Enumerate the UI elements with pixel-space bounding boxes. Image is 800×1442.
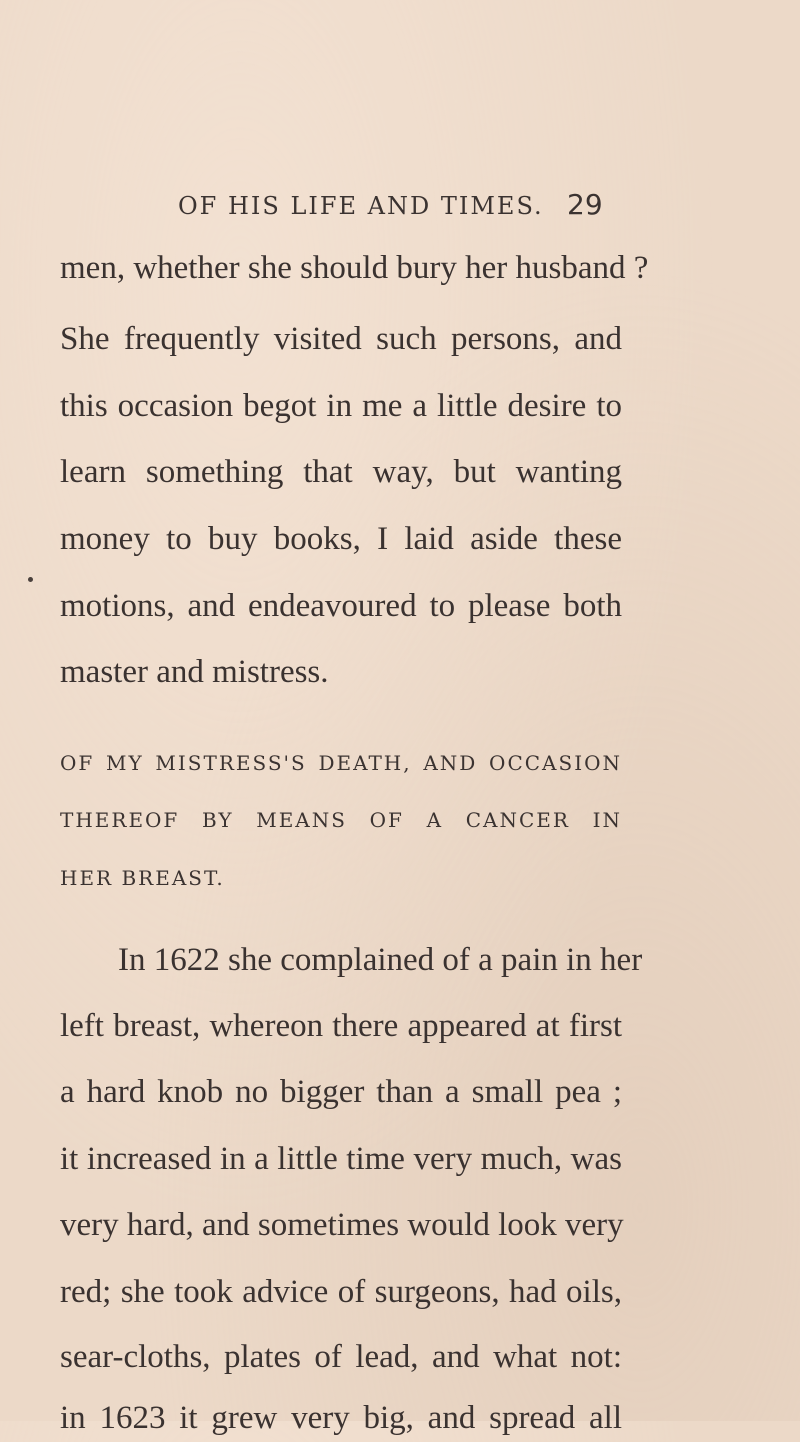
page-number: 29 <box>567 188 603 221</box>
text-line: it increased in a little time very much, was <box>60 1141 622 1177</box>
text-line: red; she took advice of surgeons, had oils, <box>60 1274 622 1310</box>
text-line: very hard, and sometimes would look very <box>60 1207 624 1243</box>
margin-mark <box>28 577 33 582</box>
text-line: in 1623 it grew very big, and spread all <box>60 1400 622 1436</box>
text-line: men, whether she should bury her husband ? <box>60 250 649 286</box>
text-line: this occasion begot in me a little desire to <box>60 388 622 424</box>
section-heading-line: HER BREAST. <box>60 866 225 890</box>
text-line: In 1622 she complained of a pain in her <box>118 942 643 978</box>
text-line: learn something that way, but wanting <box>60 454 622 490</box>
text-line: a hard knob no bigger than a small pea ; <box>60 1074 622 1110</box>
running-head <box>0 188 800 232</box>
text-line: money to buy books, I laid aside these <box>60 521 622 557</box>
text-line: master and mistress. <box>60 654 329 690</box>
section-heading-line: OF MY MISTRESS'S DEATH, AND OCCASION <box>60 751 622 775</box>
section-heading-line: THEREOF BY MEANS OF A CANCER IN <box>60 808 622 832</box>
text-line: motions, and endeavoured to please both <box>60 588 622 624</box>
text-line: sear-cloths, plates of lead, and what not: <box>60 1339 622 1375</box>
text-line: left breast, whereon there appeared at first <box>60 1008 622 1044</box>
text-line: She frequently visited such persons, and <box>60 321 622 357</box>
running-title: OF HIS LIFE AND TIMES. <box>178 192 544 220</box>
